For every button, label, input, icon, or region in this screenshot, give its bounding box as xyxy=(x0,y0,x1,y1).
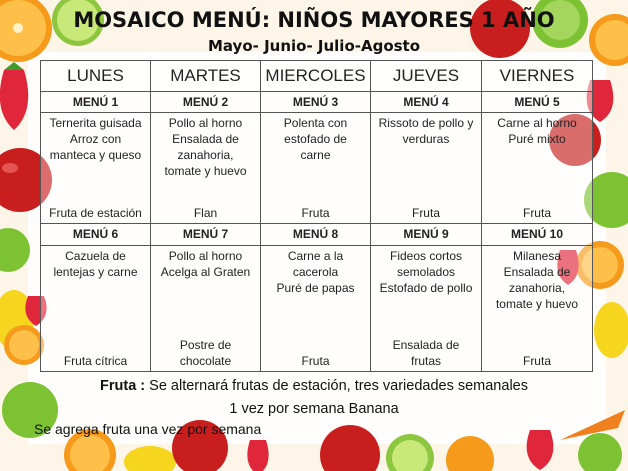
menu-label: MENÚ 1 xyxy=(41,91,151,113)
menu-label-row xyxy=(41,91,593,113)
main-dish: Milanesa Ensalada de zanahoria, tomate y huevo xyxy=(495,248,579,311)
dessert: Fruta xyxy=(411,206,440,221)
extra-fruit-note: Se agrega fruta una vez por semana xyxy=(34,421,262,437)
day-header: MARTES xyxy=(151,61,261,92)
menu-label: MENÚ 7 xyxy=(151,224,261,246)
dessert: Ensalada de frutas xyxy=(392,338,460,368)
menu-label: MENÚ 2 xyxy=(151,91,261,113)
main-dish: Ternerita guisada Arroz con manteca y queso xyxy=(49,116,142,163)
fruit-note xyxy=(40,378,588,394)
main-dish: Pollo al horno Acelga al Graten xyxy=(160,248,251,279)
main-dish: Fideos cortos semolados Estofado de pollo xyxy=(379,248,473,295)
menu-cell xyxy=(151,245,261,371)
page-title: MOSAICO MENÚ: NIÑOS MAYORES 1 AÑO xyxy=(73,8,555,32)
main-dish: Carne a la cacerola Puré de papas xyxy=(276,248,355,295)
menu-cell xyxy=(371,113,482,224)
day-header: JUEVES xyxy=(371,61,482,92)
menu-dish-row xyxy=(41,113,593,224)
menu-cell xyxy=(41,245,151,371)
dessert: Fruta xyxy=(301,206,330,221)
menu-label: MENÚ 10 xyxy=(482,224,593,246)
menu-label: MENÚ 4 xyxy=(371,91,482,113)
day-header-row xyxy=(41,61,593,92)
menu-cell xyxy=(261,113,371,224)
menu-label-row xyxy=(41,224,593,246)
dessert: Fruta xyxy=(522,206,551,221)
menu-dish-row xyxy=(41,245,593,371)
menu-cell xyxy=(482,113,593,224)
dessert: Postre de chocolate xyxy=(179,338,232,368)
dessert: Fruta xyxy=(301,354,330,368)
dessert: Flan xyxy=(193,206,218,221)
dessert: Fruta de estación xyxy=(49,206,142,221)
menu-label: MENÚ 5 xyxy=(482,91,593,113)
dessert: Fruta xyxy=(522,354,551,368)
main-dish: Cazuela de lentejas y carne xyxy=(53,248,138,279)
dessert: Fruta cítrica xyxy=(63,354,128,368)
day-header: MIERCOLES xyxy=(261,61,371,92)
main-dish: Carne al horno Puré mixto xyxy=(497,116,577,147)
menu-cell xyxy=(261,245,371,371)
menu-label: MENÚ 8 xyxy=(261,224,371,246)
menu-label: MENÚ 6 xyxy=(41,224,151,246)
day-header: VIERNES xyxy=(482,61,593,92)
strawberry-icon xyxy=(247,440,268,471)
menu-cell xyxy=(371,245,482,371)
fruit-note-text: Se alternará frutas de estación, tres variedades semanales xyxy=(145,378,528,394)
main-dish: Polenta con estofado de carne xyxy=(283,116,348,163)
fruit-note-label: Fruta : xyxy=(100,378,146,394)
menu-table xyxy=(40,60,593,372)
menu-cell xyxy=(151,113,261,224)
menu-cell xyxy=(41,113,151,224)
orange-slice-icon xyxy=(4,325,44,365)
main-dish: Pollo al horno Ensalada de zanahoria, tomate y huevo xyxy=(164,116,247,179)
menu-cell xyxy=(482,245,593,371)
menu-label: MENÚ 9 xyxy=(371,224,482,246)
day-header: LUNES xyxy=(41,61,151,92)
menu-label: MENÚ 3 xyxy=(261,91,371,113)
main-dish: Rissoto de pollo y verduras xyxy=(378,116,474,147)
page-subtitle: Mayo- Junio- Julio-Agosto xyxy=(207,37,421,55)
banana-note: 1 vez por semana Banana xyxy=(229,401,399,417)
